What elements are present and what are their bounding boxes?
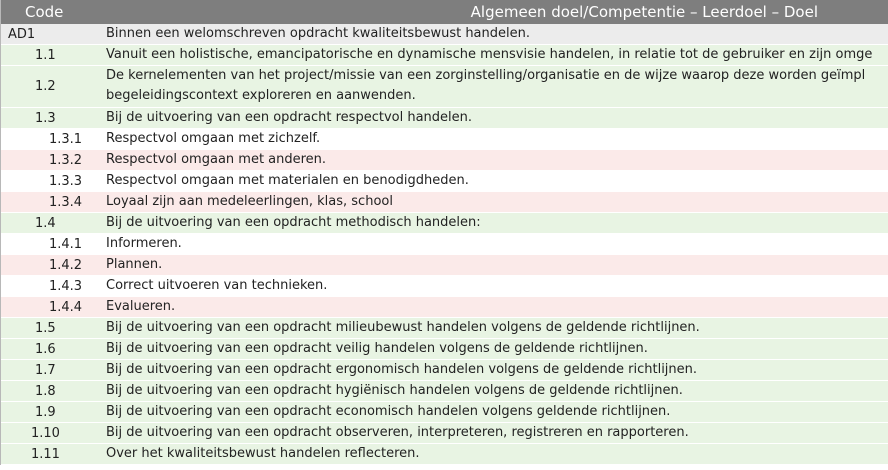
table-row bbox=[1, 66, 888, 108]
row-code: 1.3.4 bbox=[49, 194, 83, 210]
table-row bbox=[1, 423, 888, 444]
row-description bbox=[106, 318, 888, 338]
row-description bbox=[106, 108, 888, 128]
table-row bbox=[1, 276, 888, 297]
row-description bbox=[106, 129, 888, 149]
table-row bbox=[1, 318, 888, 339]
row-description-line: Loyaal zijn aan medeleerlingen, klas, school bbox=[106, 194, 393, 209]
row-description bbox=[106, 66, 888, 107]
row-code: 1.4.2 bbox=[49, 257, 83, 273]
row-code: 1.5 bbox=[35, 320, 56, 336]
row-code: 1.8 bbox=[35, 383, 56, 399]
table-row bbox=[1, 45, 888, 66]
row-description-line: Informeren. bbox=[106, 236, 182, 251]
header-code: Code bbox=[25, 3, 64, 21]
row-description-line: Bij de uitvoering van een opdracht veilig handelen volgens de geldende richtlijnen. bbox=[106, 341, 648, 356]
row-code: 1.6 bbox=[35, 341, 56, 357]
row-description-line: Evalueren. bbox=[106, 299, 176, 314]
row-code: 1.3.1 bbox=[49, 131, 83, 147]
row-code: 1.4.4 bbox=[49, 299, 83, 315]
row-description-line: Bij de uitvoering van een opdracht respectvol handelen. bbox=[106, 110, 473, 125]
row-code: 1.4.1 bbox=[49, 236, 83, 252]
table-header bbox=[1, 0, 888, 24]
row-description-line: Correct uitvoeren van technieken. bbox=[106, 278, 328, 293]
row-code: 1.11 bbox=[31, 446, 60, 462]
row-description-line: Bij de uitvoering van een opdracht economisch handelen volgens geldende richtlijnen. bbox=[106, 404, 671, 419]
row-description-line: Respectvol omgaan met anderen. bbox=[106, 152, 327, 167]
row-description-line: Bij de uitvoering van een opdracht ergonomisch handelen volgens de geldende richtlijnen. bbox=[106, 362, 698, 377]
row-description bbox=[106, 213, 888, 233]
table-row bbox=[1, 381, 888, 402]
row-code: 1.4 bbox=[35, 215, 56, 231]
row-description-line: Binnen een welomschreven opdracht kwaliteitsbewust handelen. bbox=[106, 26, 530, 41]
row-description bbox=[106, 234, 888, 254]
row-description-line: Respectvol omgaan met materialen en benodigdheden. bbox=[106, 173, 469, 188]
row-code: 1.10 bbox=[31, 425, 60, 441]
row-code: 1.1 bbox=[35, 47, 56, 63]
table-row bbox=[1, 24, 888, 45]
row-code: AD1 bbox=[8, 26, 36, 42]
row-description bbox=[106, 381, 888, 401]
row-description bbox=[106, 45, 888, 65]
row-description-line: begeleidingscontext exploreren en aanwenden. bbox=[106, 88, 416, 103]
row-code: 1.4.3 bbox=[49, 278, 83, 294]
table-row bbox=[1, 192, 888, 213]
table-row bbox=[1, 297, 888, 318]
row-description bbox=[106, 192, 888, 212]
row-description-line: Vanuit een holistische, emancipatorische en dynamische mensvisie handelen, in relatie tot de gebruiker en zijn omge bbox=[106, 47, 873, 62]
row-description bbox=[106, 339, 888, 359]
row-description-line: Bij de uitvoering van een opdracht methodisch handelen: bbox=[106, 215, 481, 230]
row-code: 1.7 bbox=[35, 362, 56, 378]
row-code: 1.2 bbox=[35, 79, 56, 94]
row-description-line: Respectvol omgaan met zichzelf. bbox=[106, 131, 321, 146]
row-description bbox=[106, 255, 888, 275]
table-body bbox=[1, 24, 888, 465]
table-row bbox=[1, 339, 888, 360]
row-description bbox=[106, 423, 888, 443]
row-description bbox=[106, 297, 888, 317]
table-row bbox=[1, 150, 888, 171]
row-description bbox=[106, 360, 888, 380]
table-row bbox=[1, 255, 888, 276]
row-code: 1.3.3 bbox=[49, 173, 83, 189]
table-row bbox=[1, 129, 888, 150]
row-description-line: Plannen. bbox=[106, 257, 163, 272]
row-code: 1.3 bbox=[35, 110, 56, 126]
table-row bbox=[1, 108, 888, 129]
header-description: Algemeen doel/Competentie – Leerdoel – Doel bbox=[470, 3, 818, 21]
row-description bbox=[106, 171, 888, 191]
table-row bbox=[1, 213, 888, 234]
row-description bbox=[106, 24, 888, 44]
row-description bbox=[106, 402, 888, 422]
table-row bbox=[1, 444, 888, 465]
row-description bbox=[106, 444, 888, 464]
row-description-line: Over het kwaliteitsbewust handelen reflecteren. bbox=[106, 446, 420, 461]
row-description-line: Bij de uitvoering van een opdracht hygiënisch handelen volgens de geldende richtlijnen. bbox=[106, 383, 683, 398]
row-description-line: Bij de uitvoering van een opdracht milieubewust handelen volgens de geldende richtlijnen. bbox=[106, 320, 700, 335]
table-row bbox=[1, 234, 888, 255]
table-row bbox=[1, 402, 888, 423]
table-row bbox=[1, 171, 888, 192]
row-description-line: Bij de uitvoering van een opdracht observeren, interpreteren, registreren en rapporteren. bbox=[106, 425, 689, 440]
row-code: 1.3.2 bbox=[49, 152, 83, 168]
row-description bbox=[106, 150, 888, 170]
table-row bbox=[1, 360, 888, 381]
row-description bbox=[106, 276, 888, 296]
row-description-line: De kernelementen van het project/missie van een zorginstelling/organisatie en de wijze waarop deze worden geïmpl bbox=[106, 68, 866, 83]
row-code: 1.9 bbox=[35, 404, 56, 420]
